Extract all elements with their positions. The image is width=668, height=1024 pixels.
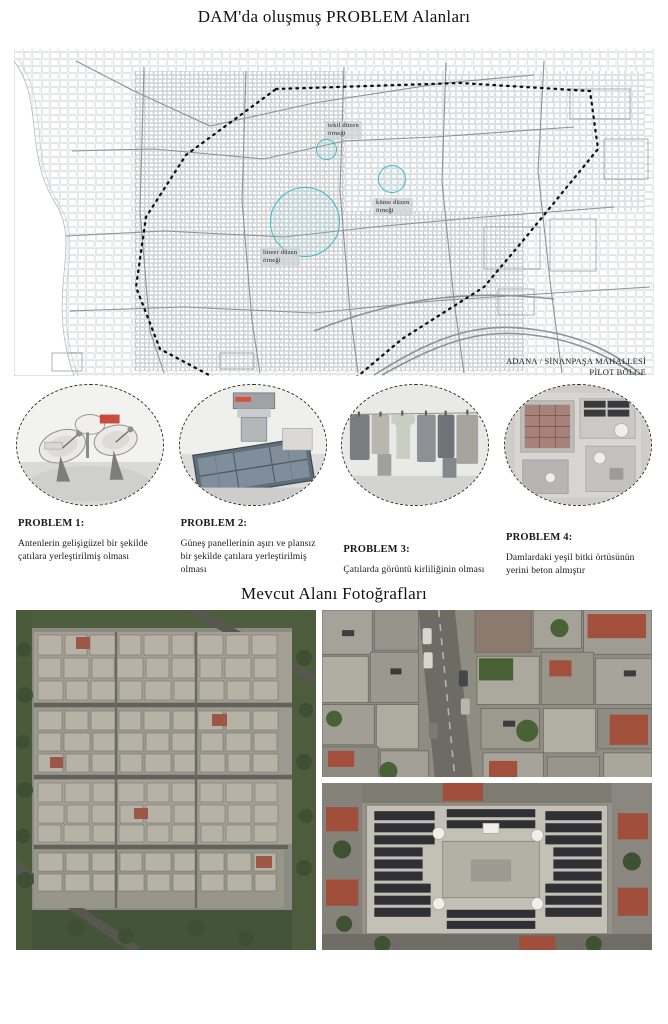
- page-title: DAM'da oluşmuş PROBLEM Alanları: [197, 7, 471, 26]
- problem-title: PROBLEM 3:: [343, 544, 410, 555]
- kume-duzen-circle: [378, 165, 406, 193]
- problem-body: Çatılarda görüntü kirliliğinin olması: [343, 565, 485, 575]
- aerial-photo-top-right-graphic: [322, 610, 652, 777]
- photo-gallery: [16, 610, 652, 950]
- map-annotation-kume: küme düzen örneği: [373, 198, 413, 216]
- problem-title: PROBLEM 2:: [180, 518, 248, 529]
- aerial-view-rooftops: [322, 610, 652, 777]
- laundry-illustration: [342, 385, 488, 505]
- satellite-dish-illustration: [17, 385, 163, 505]
- problem-item: [177, 384, 329, 578]
- concrete-roof-illustration: [505, 385, 651, 505]
- satellite-dishes-photo: [16, 384, 164, 506]
- aerial-view-solar-panels: [322, 783, 652, 950]
- map-annotation-lineer: lineer düzen örneği: [260, 248, 300, 266]
- map-caption: [506, 356, 646, 376]
- solar-panel-photo: [179, 384, 327, 506]
- problem-item: [502, 384, 654, 578]
- problem-body: Damlardaki yeşil bitki örtüsünün yerini beton almıştır: [505, 553, 635, 576]
- section-title-photos: Mevcut Alanı Fotoğrafları: [241, 584, 427, 603]
- lineer-duzen-circle: [270, 187, 340, 257]
- problem-body: Güneş panellerinin aşırı ve plansız bir şekilde çatılara yerleştirilmiş olması: [180, 539, 316, 575]
- problem-title: PROBLEM 4:: [505, 532, 573, 543]
- problem-list: [14, 384, 654, 578]
- site-map: [14, 31, 654, 376]
- laundry-line-photo: [341, 384, 489, 506]
- solar-panel-illustration: [180, 385, 326, 505]
- photo-right-column: [322, 610, 652, 950]
- aerial-photo-bottom-right-graphic: [322, 783, 652, 950]
- concrete-roof-photo: [504, 384, 652, 506]
- aerial-photo-left-graphic: [16, 610, 316, 950]
- aerial-view-neighbourhood: [16, 610, 316, 950]
- map-caption-line2: PİLOT BÖLGE: [589, 367, 646, 376]
- problem-item: [339, 384, 491, 578]
- problem-body: Antenlerin gelişigüzel bir şekilde çatılara yerleştirilmiş olması: [18, 539, 148, 562]
- problem-title: PROBLEM 1:: [18, 518, 85, 529]
- problem-item: [14, 384, 166, 578]
- map-annotation-tekil: tekil düzen örneği: [325, 121, 362, 139]
- tekil-duzen-circle: [316, 139, 337, 160]
- map-caption-line1: ADANA / SİNANPAŞA MAHALLESİ: [506, 356, 646, 366]
